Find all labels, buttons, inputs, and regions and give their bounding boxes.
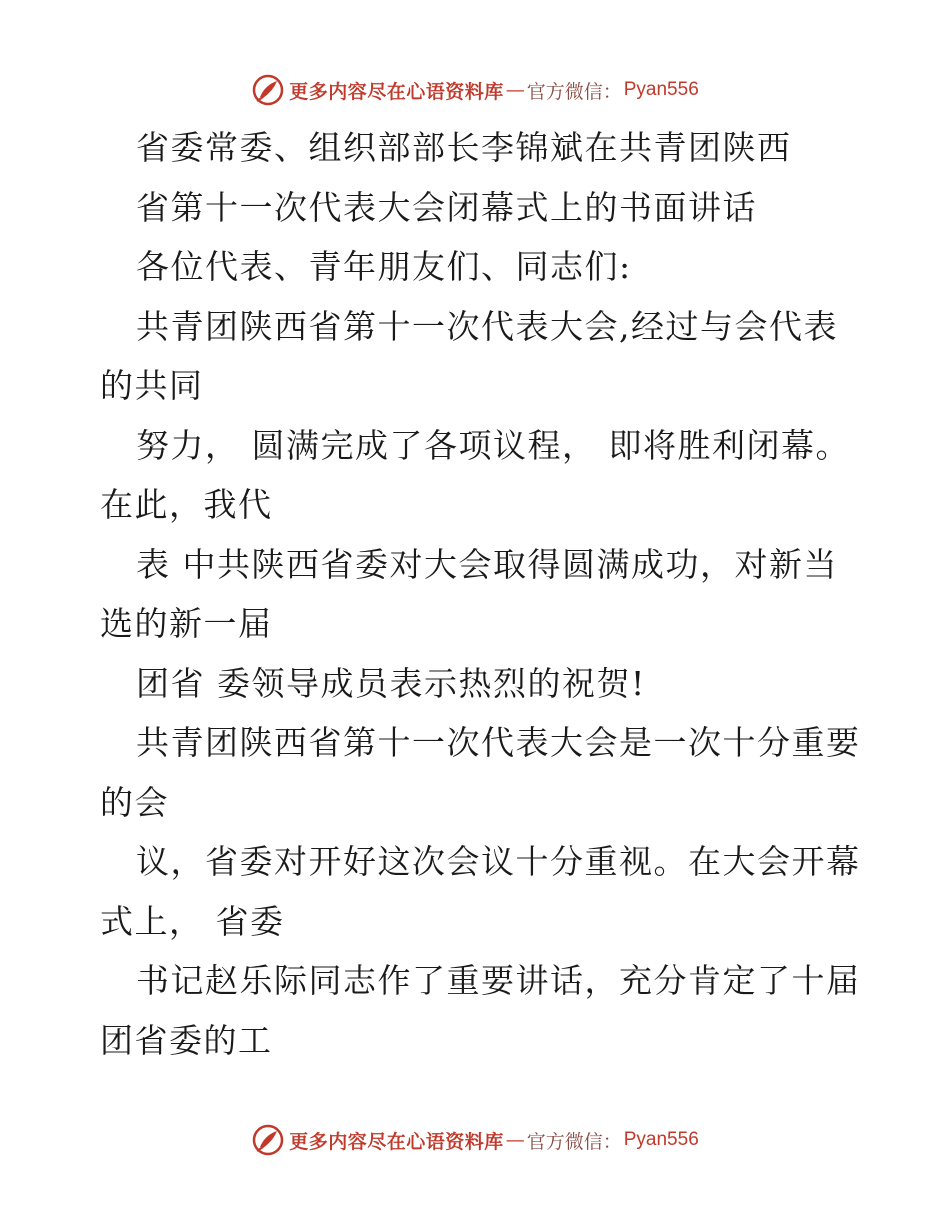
banner-dash: — xyxy=(505,79,525,101)
banner-wechat-label: 官方微信： xyxy=(526,1130,622,1153)
quill-logo-icon xyxy=(251,73,285,107)
text-line: 团省 委领导成员表示热烈的祝贺! xyxy=(136,663,646,703)
text-line: 各位代表、青年朋友们、同志们: xyxy=(136,247,632,286)
text-line: 的共同 xyxy=(100,366,204,405)
text-line: 表 中共陕西省委对大会取得圆满成功，对新当 xyxy=(136,544,838,584)
banner-text: 更多内容尽在心语资料库 xyxy=(289,80,504,103)
text-line: 共青团陕西省第十一次代表大会,经过与会代表 xyxy=(136,306,838,346)
text-line: 努力， 圆满完成了各项议程， 即将胜利闭幕。 xyxy=(136,425,850,465)
document-body xyxy=(100,118,860,1070)
text-line: 议，省委对开好这次会议十分重视。在大会开幕 xyxy=(136,842,861,881)
banner-wechat-id: Pyan556 xyxy=(623,1129,699,1150)
text-line: 共青团陕西省第十一次代表大会是一次十分重要 xyxy=(136,723,861,762)
text-line: 团省委的工 xyxy=(100,1020,273,1060)
banner-wechat-id: Pyan556 xyxy=(623,79,699,100)
quill-logo-icon xyxy=(251,1123,285,1157)
text-line: 式上， 省委 xyxy=(100,901,285,941)
text-line: 在此，我代 xyxy=(100,485,273,524)
text-line: 选的新一届 xyxy=(100,604,273,643)
banner-text: 更多内容尽在心语资料库 xyxy=(289,1130,504,1153)
banner-wechat-label: 官方微信： xyxy=(526,80,622,103)
text-line: 省第十一次代表大会闭幕式上的书面讲话 xyxy=(136,187,757,227)
footer-banner xyxy=(0,1120,950,1160)
text-line: 的会 xyxy=(100,782,169,822)
header-banner xyxy=(0,70,950,110)
banner-dash: — xyxy=(505,1129,525,1151)
text-line: 省委常委、组织部部长李锦斌在共青团陕西 xyxy=(136,128,792,167)
text-line: 书记赵乐际同志作了重要讲话，充分肯定了十届 xyxy=(136,961,861,1000)
